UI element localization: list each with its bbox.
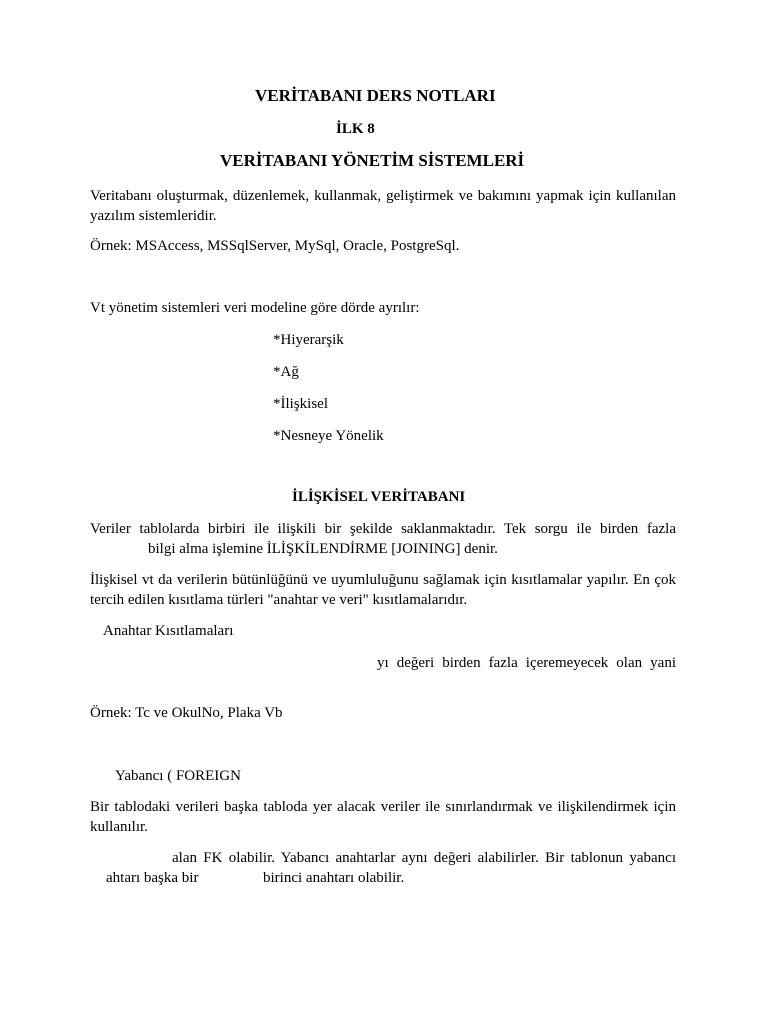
model-item-hierarchical: *Hiyerarşik: [273, 332, 344, 348]
integrity-paragraph: İlişkisel vt da verilerin bütünlüğünü ve uyumluluğunu sağlamak için kısıtlamalar yapılır. En çok tercih edilen kısıtlama türleri "anahtar ve veri" kısıtlamalarıdır.: [90, 572, 676, 608]
fk-line-1: alan FK olabilir. Yabancı anahtarlar aynı değeri alabilirler. Bir tablonun yabancı: [172, 850, 676, 866]
example-dbms: Örnek: MSAccess, MSSqlServer, MySql, Oracle, PostgreSql.: [90, 238, 460, 254]
document-title: VERİTABANI DERS NOTLARI: [255, 86, 496, 105]
key-constraints-fragment: yı değeri birden fazla içeremeyecek olan yani: [377, 655, 676, 671]
foreign-paragraph: Bir tablodaki verileri başka tabloda yer alacak veriler ile sınırlandırmak ve ilişkilendirmek için kullanılır.: [90, 799, 676, 835]
model-item-relational: *İlişkisel: [273, 396, 328, 412]
section-title: VERİTABANI YÖNETİM SİSTEMLERİ: [220, 151, 525, 170]
model-item-network: *Ağ: [273, 364, 299, 380]
foreign-label: Yabancı ( FOREIGN: [115, 768, 241, 784]
model-item-object-oriented: *Nesneye Yönelik: [273, 428, 384, 444]
key-constraints-label: Anahtar Kısıtlamaları: [103, 623, 234, 639]
relational-para-line-1: Veriler tablolarda birbiri ile ilişkili bir şekilde saklanmaktadır. Tek sorgu ile birden fazla: [90, 521, 676, 537]
intro-paragraph: Veritabanı oluşturmak, düzenlemek, kullanmak, geliştirmek ve bakımını yapmak için kullanılan yazılım sistemleridir.: [90, 188, 676, 224]
fk-line-2-part-1: ahtarı başka bir: [106, 870, 199, 886]
document-subtitle: İLK 8: [336, 121, 375, 137]
models-intro: Vt yönetim sistemleri veri modeline göre dörde ayrılır:: [90, 300, 420, 316]
relational-para-line-2: bilgi alma işlemine İLİŞKİLENDİRME [JOINING] denir.: [148, 541, 498, 557]
relational-heading: İLİŞKİSEL VERİTABANI: [292, 489, 466, 505]
example-keys: Örnek: Tc ve OkulNo, Plaka Vb: [90, 705, 283, 721]
fk-line-2-part-2: birinci anahtarı olabilir.: [263, 870, 405, 886]
